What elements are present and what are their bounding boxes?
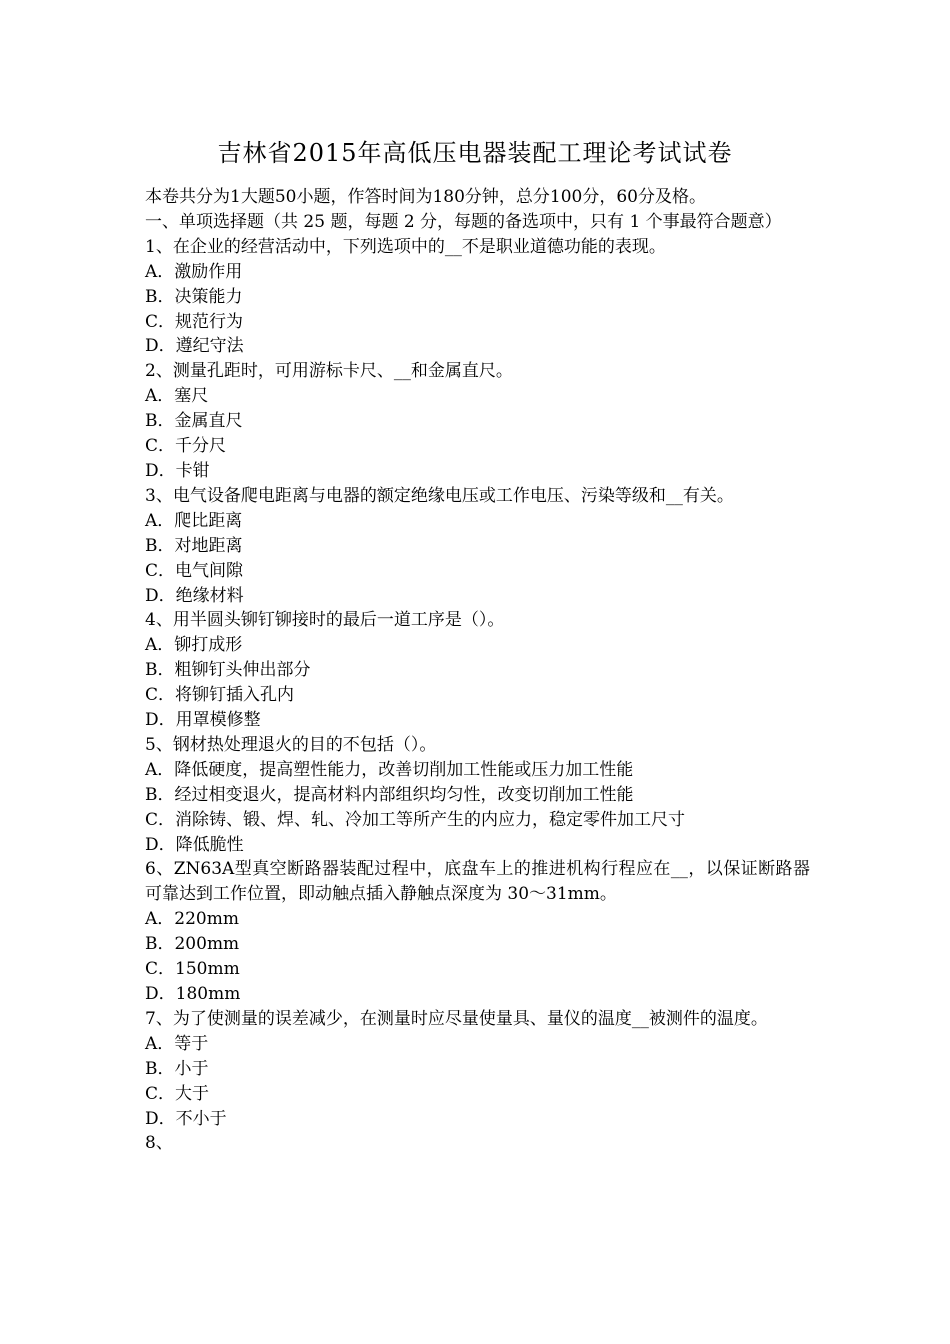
option-a: A．降低硬度，提高塑性能力，改善切削加工性能或压力加工性能 xyxy=(145,759,634,780)
question-stem: 7、为了使测量的误差减少，在测量时应尽量使量具、量仪的温度__被测件的温度。 xyxy=(145,1008,768,1029)
option-c: C．将铆钉插入孔内 xyxy=(145,685,295,706)
option-c: C．150mm xyxy=(145,959,240,980)
option-b: B．决策能力 xyxy=(145,286,243,307)
option-a: A．铆打成形 xyxy=(145,635,243,656)
option-c: C．大于 xyxy=(145,1083,210,1104)
option-b: B．小于 xyxy=(145,1058,209,1079)
option-b: B．粗铆钉头伸出部分 xyxy=(145,660,311,681)
page-title: 吉林省2015年高低压电器装配工理论考试试卷 xyxy=(217,139,733,167)
question-stem: 6、ZN63A型真空断路器装配过程中，底盘车上的推进机构行程应在__，以保证断路器可靠达到工作位置，即动触点插入静触点深度为 30～31mm。 xyxy=(145,859,810,905)
question xyxy=(145,857,810,1006)
question-stem: 1、在企业的经营活动中，下列选项中的__不是职业道德功能的表现。 xyxy=(145,236,666,257)
option-d: D．180mm xyxy=(145,984,241,1004)
option-d: D．绝缘材料 xyxy=(145,585,244,606)
question-stem: 2、测量孔距时，可用游标卡尺、__和金属直尺。 xyxy=(145,361,513,382)
option-a: A．塞尺 xyxy=(145,386,209,407)
option-d: D．卡钳 xyxy=(145,460,210,481)
option-a: A．爬比距离 xyxy=(145,510,243,531)
exam-content xyxy=(145,185,810,1156)
option-b: B．金属直尺 xyxy=(145,411,243,432)
option-d: D．遵纪守法 xyxy=(145,336,244,357)
option-b: B．200mm xyxy=(145,934,240,955)
question xyxy=(145,484,810,609)
question xyxy=(145,235,810,360)
question-stem: 8、 xyxy=(145,1133,173,1154)
option-c: C．规范行为 xyxy=(145,311,244,332)
exam-intro: 本卷共分为1大题50小题，作答时间为180分钟，总分100分，60分及格。 xyxy=(145,187,706,207)
question xyxy=(145,1131,810,1156)
section-heading: 一、单项选择题（共 25 题，每题 2 分，每题的备选项中，只有 1 个事最符合题意） xyxy=(145,211,782,232)
option-d: D．用罩模修整 xyxy=(145,710,261,731)
question-stem: 3、电气设备爬电距离与电器的额定绝缘电压或工作电压、污染等级和__有关。 xyxy=(145,485,734,506)
option-c: C．千分尺 xyxy=(145,436,227,457)
question xyxy=(145,1007,810,1132)
question xyxy=(145,733,810,858)
question-stem: 4、用半圆头铆钉铆接时的最后一道工序是（）。 xyxy=(145,610,505,631)
question xyxy=(145,359,810,484)
option-a: A．220mm xyxy=(145,909,239,930)
option-a: A．等于 xyxy=(145,1033,209,1054)
option-c: C．消除铸、锻、焊、轧、冷加工等所产生的内应力，稳定零件加工尺寸 xyxy=(145,809,686,830)
option-a: A．激励作用 xyxy=(145,261,243,282)
question xyxy=(145,608,810,733)
option-d: D．降低脆性 xyxy=(145,834,244,855)
option-c: C．电气间隙 xyxy=(145,560,244,581)
option-b: B．经过相变退火，提高材料内部组织均匀性，改变切削加工性能 xyxy=(145,784,634,805)
question-stem: 5、钢材热处理退火的目的不包括（）。 xyxy=(145,734,437,755)
option-d: D．不小于 xyxy=(145,1108,227,1129)
option-b: B．对地距离 xyxy=(145,535,243,556)
